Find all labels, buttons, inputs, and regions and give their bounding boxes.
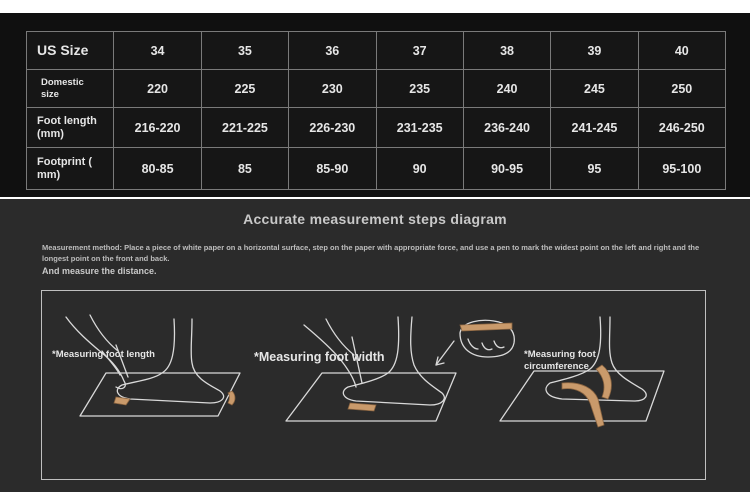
table-cell: 85-90	[289, 148, 376, 190]
table-cell: 40	[638, 32, 725, 70]
table-cell: 230	[289, 70, 376, 108]
table-cell: 95	[551, 148, 638, 190]
method-text: Measurement method: Place a piece of white paper on a horizontal surface, step on the paper with appropriate force, and use a pen to mark the widest point on the left and right and the longest point on the front and back.	[42, 243, 700, 263]
table-cell: 35	[201, 32, 288, 70]
row-header-domestic-size: Domestic size	[27, 70, 114, 108]
diagram-frame	[41, 290, 706, 480]
table-row-footprint	[27, 148, 726, 190]
method-text-continued: And measure the distance.	[42, 266, 157, 276]
table-cell: 85	[201, 148, 288, 190]
table-cell: 241-245	[551, 108, 638, 148]
table-cell: 231-235	[376, 108, 463, 148]
caption-measuring-circumference: *Measuring foot circumference	[524, 349, 596, 372]
table-row-domestic-size	[27, 70, 726, 108]
caption-measuring-length: *Measuring foot length	[52, 349, 155, 360]
row-header-us-size: US Size	[27, 32, 114, 70]
table-cell: 221-225	[201, 108, 288, 148]
table-cell: 34	[114, 32, 201, 70]
table-cell: 80-85	[114, 148, 201, 190]
table-cell: 37	[376, 32, 463, 70]
guide-title: Accurate measurement steps diagram	[243, 211, 507, 227]
measurement-illustrations	[42, 291, 704, 478]
table-row-foot-length	[27, 108, 726, 148]
table-cell: 250	[638, 70, 725, 108]
foot-length-illustration	[66, 315, 240, 416]
table-cell: 95-100	[638, 148, 725, 190]
table-cell: 220	[114, 70, 201, 108]
row-header-footprint: Footprint ( mm)	[27, 148, 114, 190]
table-cell: 226-230	[289, 108, 376, 148]
table-cell: 90	[376, 148, 463, 190]
foot-width-illustration	[286, 317, 514, 421]
table-row-us-size	[27, 32, 726, 70]
size-table	[26, 31, 726, 190]
table-cell: 240	[463, 70, 550, 108]
table-cell: 38	[463, 32, 550, 70]
caption-measuring-width: *Measuring foot width	[254, 350, 385, 364]
table-cell: 90-95	[463, 148, 550, 190]
row-header-foot-length: Foot length (mm)	[27, 108, 114, 148]
table-cell: 245	[551, 70, 638, 108]
table-cell: 39	[551, 32, 638, 70]
table-cell: 36	[289, 32, 376, 70]
table-cell: 225	[201, 70, 288, 108]
table-cell: 236-240	[463, 108, 550, 148]
table-cell: 235	[376, 70, 463, 108]
measurement-guide-panel	[0, 199, 750, 492]
table-cell: 246-250	[638, 108, 725, 148]
table-cell: 216-220	[114, 108, 201, 148]
